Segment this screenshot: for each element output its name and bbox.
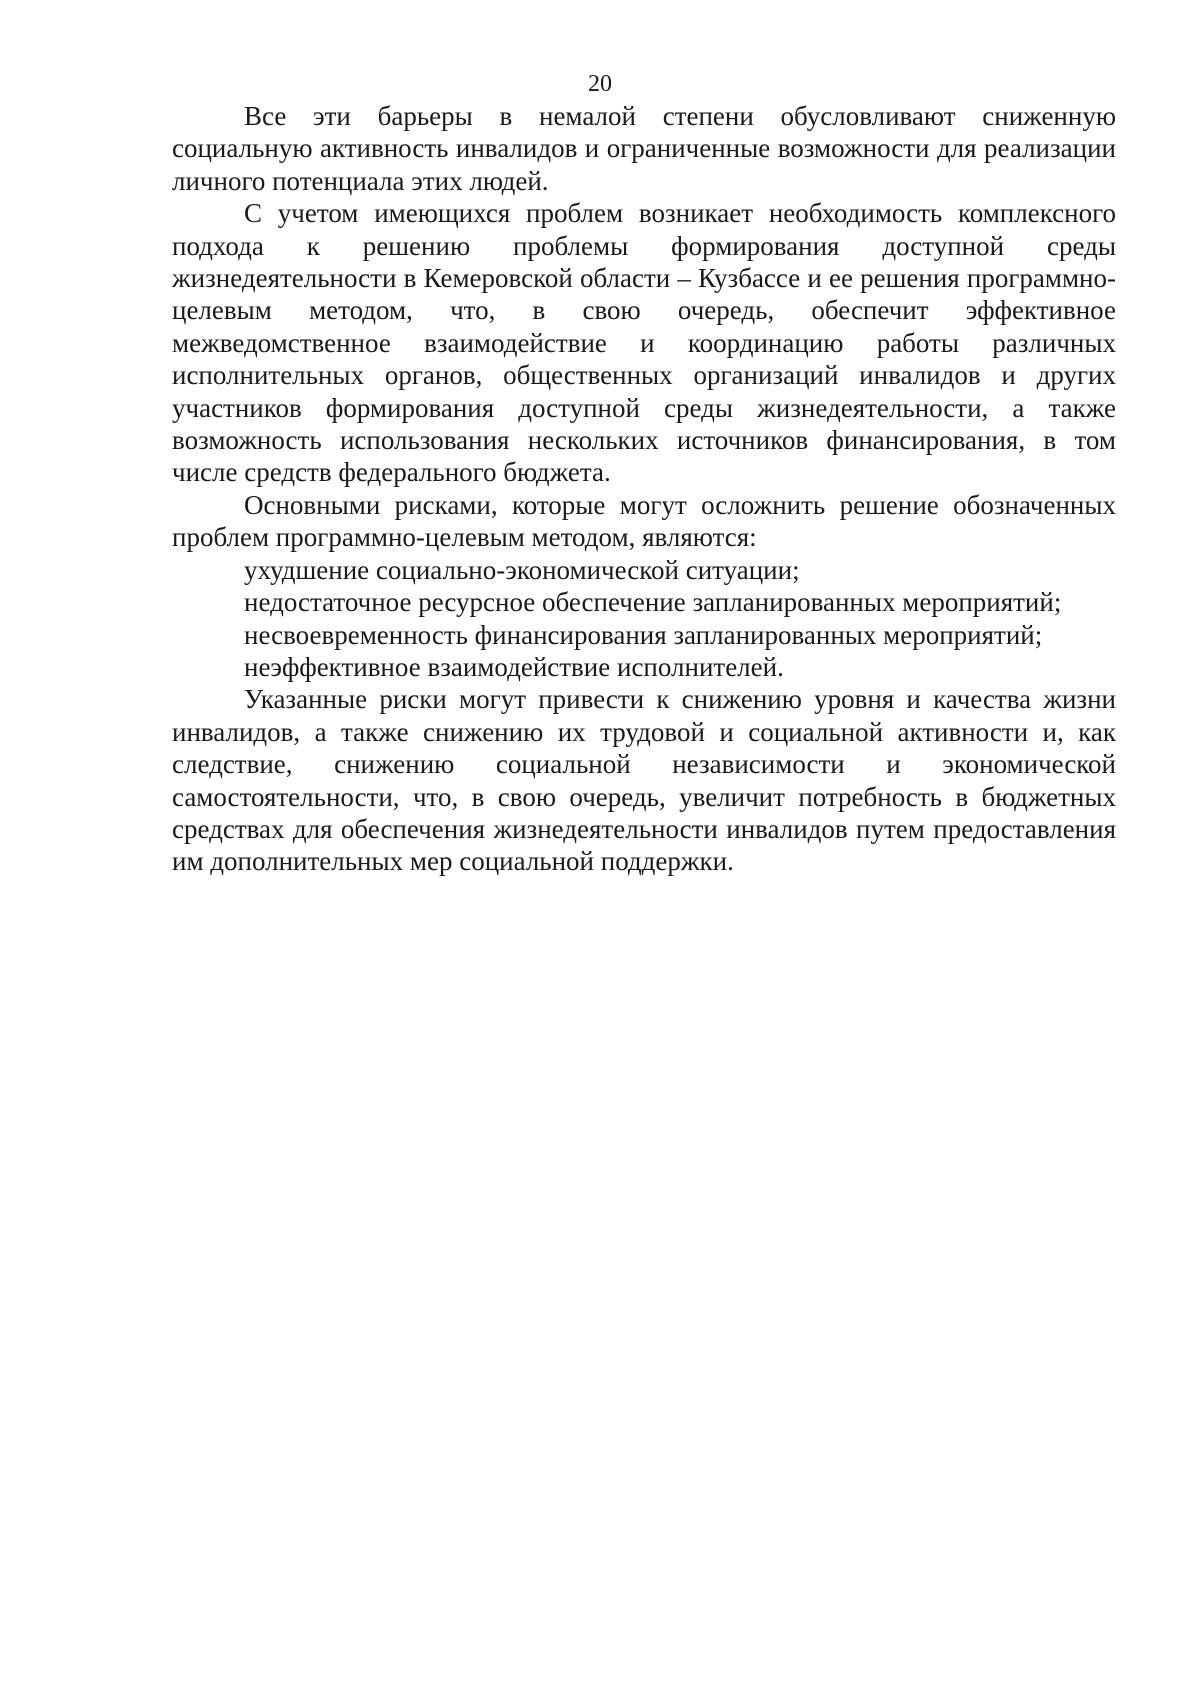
paragraph-barriers: Все эти барьеры в немалой степени обусловливают сниженную социальную активность инвалидов и ограниченные возможности для реализации личного потенциала этих людей. xyxy=(172,101,1116,196)
page-number: 20 xyxy=(588,71,612,97)
risk-item: ухудшение социально-экономической ситуации; xyxy=(244,554,800,585)
paragraph-main-risks: Основными рисками, которые могут осложнить решение обозначенных проблем программно-целевым методом, являются: xyxy=(172,489,1116,553)
risk-item: недостаточное ресурсное обеспечение запланированных мероприятий; xyxy=(244,587,1062,618)
document-body xyxy=(172,100,1116,878)
paragraph-risk-consequences: Указанные риски могут привести к снижению уровня и качества жизни инвалидов, а также снижению их трудовой и социальной активности и, как следствие, снижению социальной независимости и экономической самостоятельности, что, в свою очередь, увеличит потребность в бюджетных средствах для обеспечения жизнедеятельности инвалидов путем предоставления им дополнительных мер социальной поддержки. xyxy=(172,684,1116,877)
paragraph-comprehensive-approach: С учетом имеющихся проблем возникает необходимость комплексного подхода к решению проблемы формирования доступной среды жизнедеятельности в Кемеровской области – Кузбассе и ее решения программно-целевым методом, что, в свою очередь, обеспечит эффективное межведомственное взаимодействие и координацию работы различных исполнительных органов, общественных организаций инвалидов и других участников формирования доступной среды жизнедеятельности, а также возможность использования нескольких источников финансирования, в том числе средств федерального бюджета. xyxy=(172,198,1116,488)
risk-item: неэффективное взаимодействие исполнителей. xyxy=(244,651,784,682)
risk-item: несвоевременность финансирования запланированных мероприятий; xyxy=(244,619,1043,650)
